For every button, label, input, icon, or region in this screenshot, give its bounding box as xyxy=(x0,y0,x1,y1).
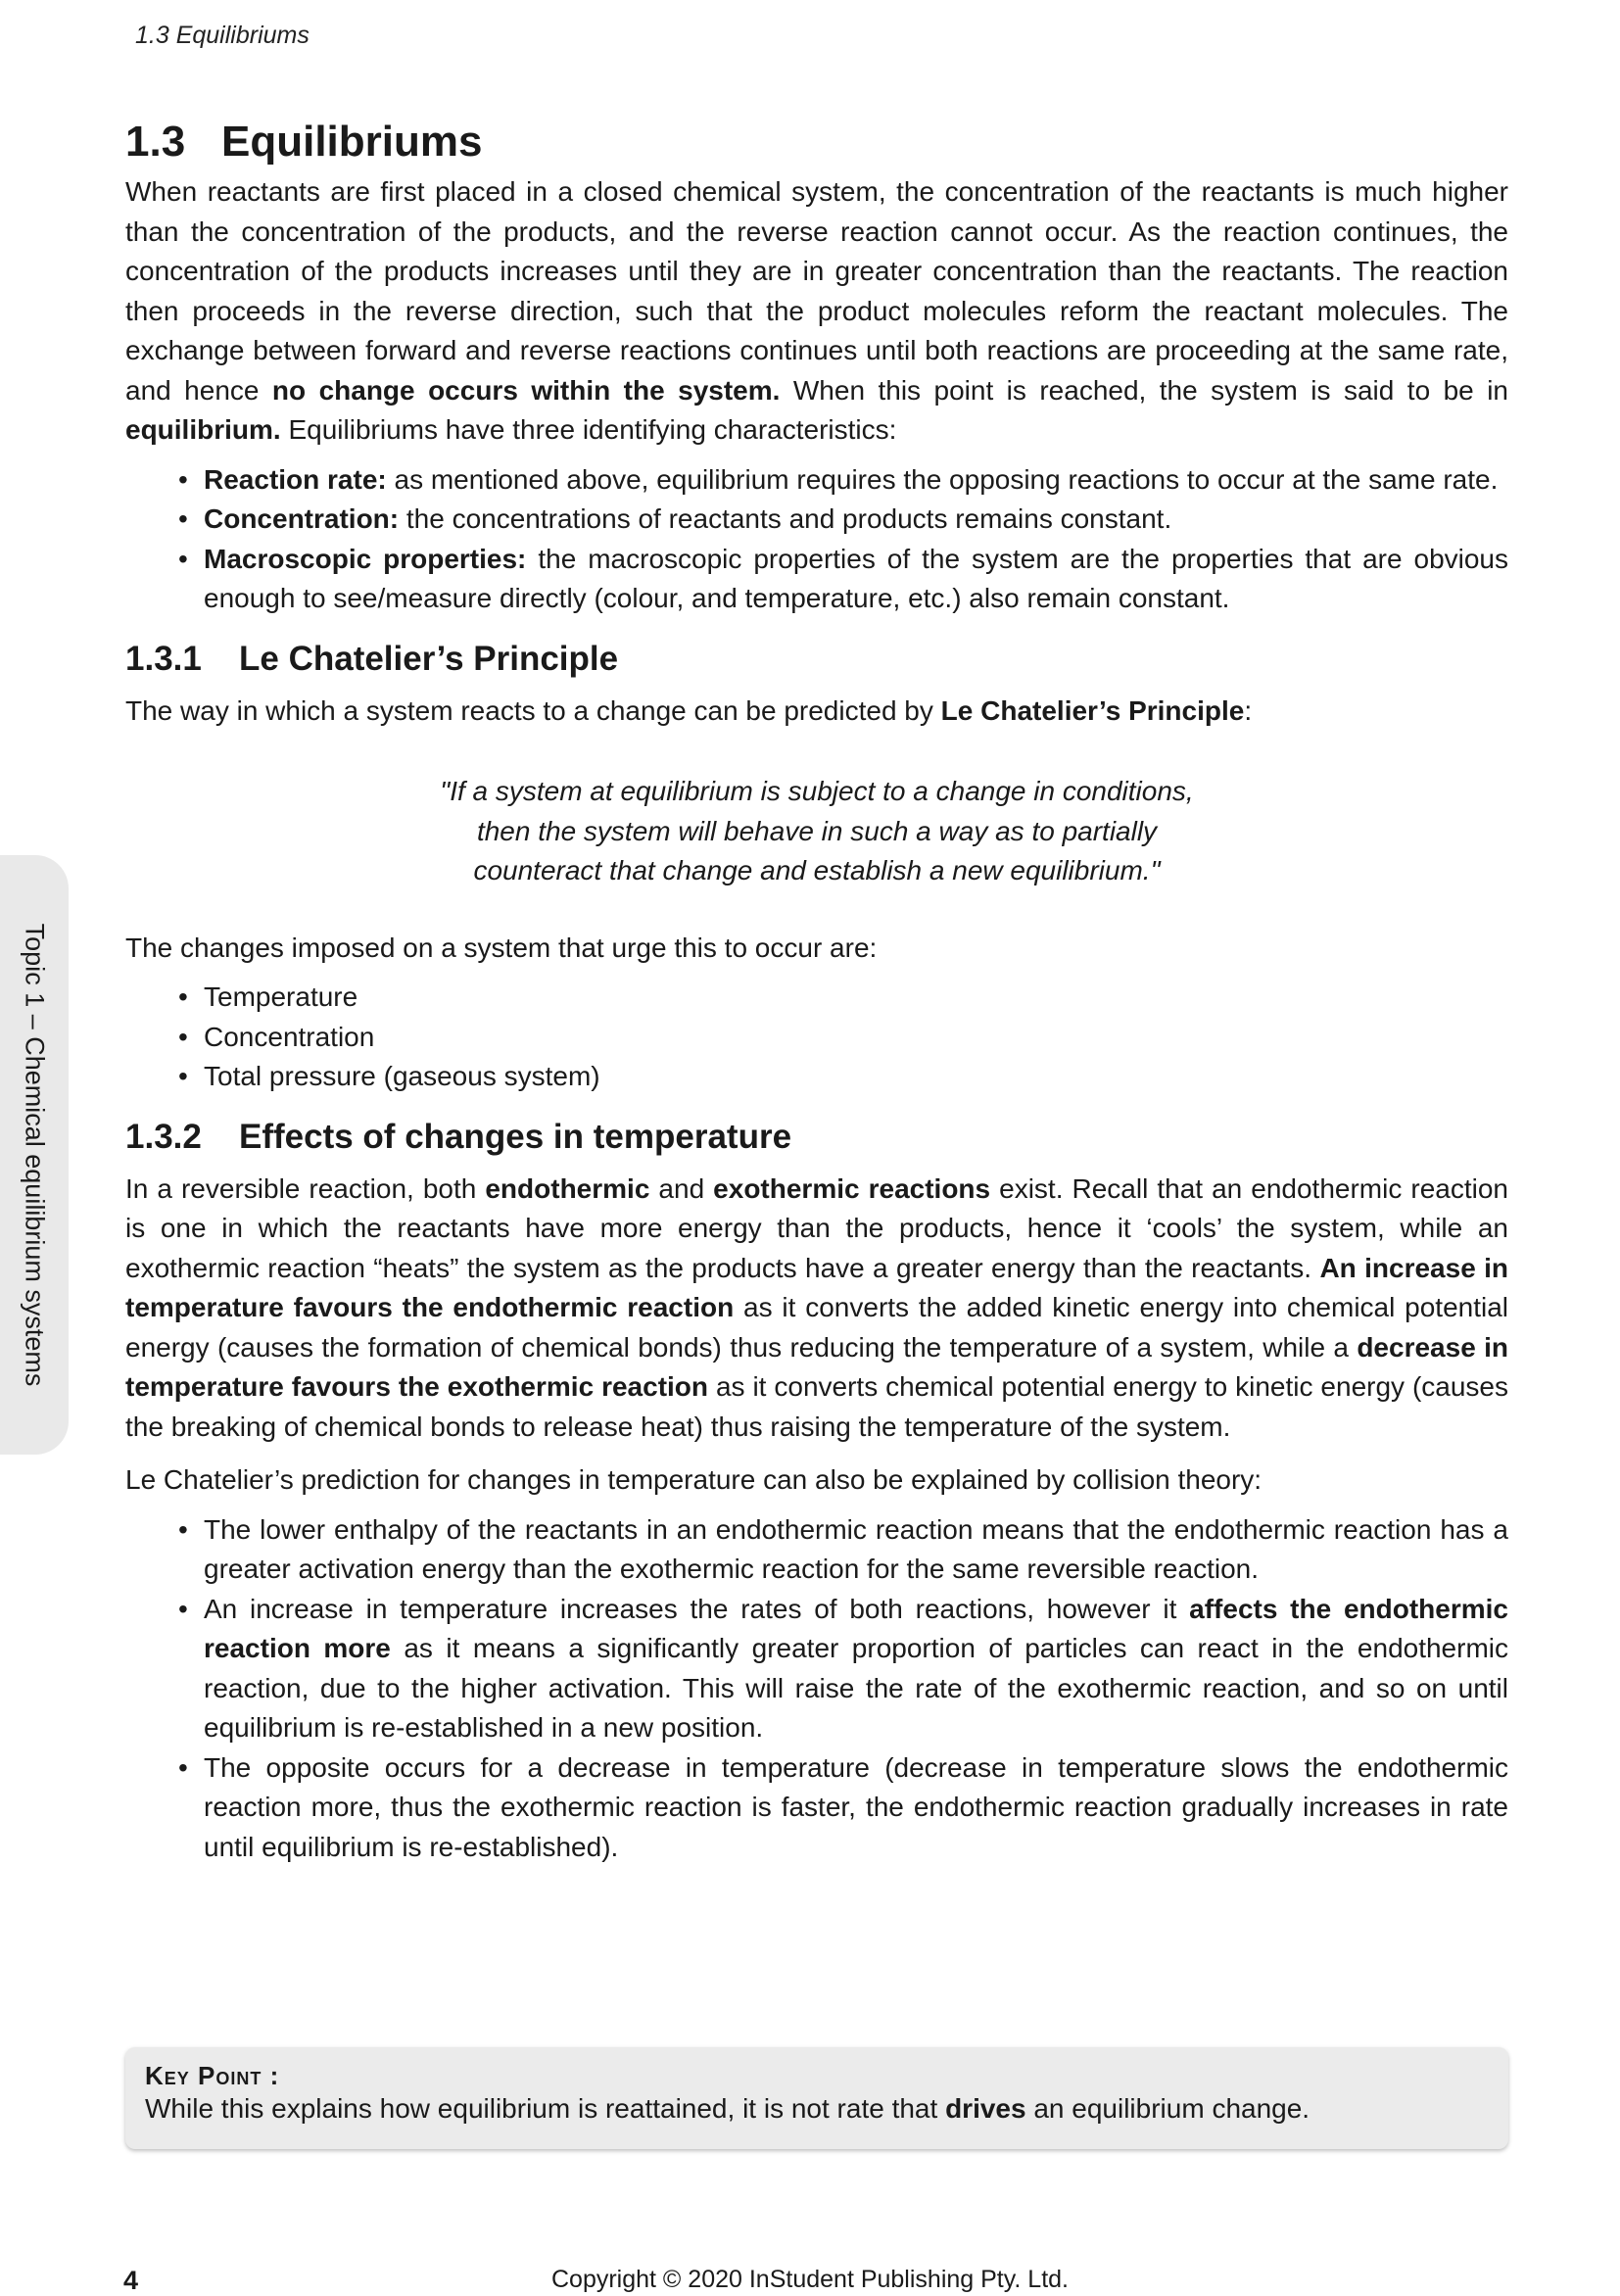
page-number: 4 xyxy=(123,2266,139,2295)
section-number: 1.3 xyxy=(125,118,186,166)
side-tab xyxy=(0,855,69,1455)
subsection-number: 1.3.2 xyxy=(125,1117,202,1156)
copyright: Copyright © 2020 InStudent Publishing Pty. Ltd. xyxy=(550,2266,1069,2293)
intro-paragraph: When reactants are first placed in a closed chemical system, the concentration of the reactants is much higher than the concentration of the products, and the reverse reaction cannot occur. As the reaction continues, the concentration of the products increases until they are in greater concentration than the reactants. The reaction then proceeds in the reverse direction, such that the product molecules reform the reactant molecules. The exchange between forward and reverse reactions continues until both reactions are proceeding at the same rate, and hence no change occurs within the system. When this point is reached, the system is said to be in equilibrium. Equilibriums have three identifying characteristics: xyxy=(125,176,1508,445)
section-heading xyxy=(125,116,1508,168)
side-tab-label: Topic 1 – Chemical equilibrium systems xyxy=(20,923,50,1387)
subsection-title: Le Chatelier’s Principle xyxy=(239,639,619,678)
subsection-heading-temperature xyxy=(125,1115,1508,1160)
list-item: • An increase in temperature increases the rates of both reactions, however it affects the endothermic reaction more as it means a significantly greater proportion of particles can react in the endothermic reaction, due to the higher activation. This will raise the rate of the exothermic reaction, and so on until equilibrium is re-established in a new position. xyxy=(204,1590,1508,1748)
subsection-title: Effects of changes in temperature xyxy=(239,1117,792,1156)
changes-intro: The changes imposed on a system that urge this to occur are: xyxy=(125,932,878,963)
list-item: • Concentration: the concentrations of reactants and products remains constant. xyxy=(204,500,1508,540)
characteristics-list xyxy=(125,460,1508,619)
collision-theory-intro: Le Chatelier’s prediction for changes in temperature can also be explained by collision theory: xyxy=(125,1464,1263,1495)
temperature-paragraph: In a reversible reaction, both endothermic and exothermic reactions exist. Recall that an endothermic reaction is one in which the reactants have more energy than the products, hence it ‘cools’ the system, while an exothermic reaction “heats” the system as the products have a greater energy than the reactants. An increase in temperature favours the endothermic reaction as it converts the added kinetic energy into chemical potential energy (causes the formation of chemical bonds) thus reducing the temperature of a system, while a decrease in temperature favours the exothermic reaction as it converts chemical potential energy to kinetic energy (causes the breaking of chemical bonds to release heat) thus raising the temperature of the system. xyxy=(125,1172,1509,1442)
collision-theory-list xyxy=(125,1510,1508,1868)
subsection-heading-le-chatelier xyxy=(125,637,1508,682)
key-point-title: Key Point : xyxy=(145,2061,280,2090)
list-item: • Temperature xyxy=(204,978,1508,1018)
le-chatelier-intro: The way in which a system reacts to a change can be predicted by Le Chatelier’s Principle: xyxy=(125,694,1253,726)
principle-quote: "If a system at equilibrium is subject to a change in conditions, then the system will behave in such a way as to partially counteract that change and establish a new equilibrium." xyxy=(440,776,1194,885)
subsection-number: 1.3.1 xyxy=(125,639,202,678)
running-head: 1.3 Equilibriums xyxy=(135,22,310,49)
section-title: Equilibriums xyxy=(221,118,483,166)
list-item: • The opposite occurs for a decrease in temperature (decrease in temperature slows the endothermic reaction more, thus the exothermic reaction is faster, the endothermic reaction gradually increases in rate until equilibrium is re-established). xyxy=(204,1748,1508,1868)
list-item: • Total pressure (gaseous system) xyxy=(204,1057,1508,1097)
key-point-text: While this explains how equilibrium is reattained, it is not rate that drives an equilibrium change. xyxy=(145,2093,1310,2124)
list-item: • Concentration xyxy=(204,1018,1508,1058)
list-item: • Reaction rate: as mentioned above, equilibrium requires the opposing reactions to occur at the same rate. xyxy=(204,460,1508,501)
key-point-box xyxy=(125,2047,1508,2149)
list-item: • The lower enthalpy of the reactants in an endothermic reaction means that the endothermic reaction has a greater activation energy than the exothermic reaction for the same reversible reaction. xyxy=(204,1510,1508,1590)
changes-list xyxy=(125,978,1508,1097)
list-item: • Macroscopic properties: the macroscopic properties of the system are the properties that are obvious enough to see/measure directly (colour, and temperature, etc.) also remain constant. xyxy=(204,540,1508,619)
main-content xyxy=(125,116,1508,1867)
